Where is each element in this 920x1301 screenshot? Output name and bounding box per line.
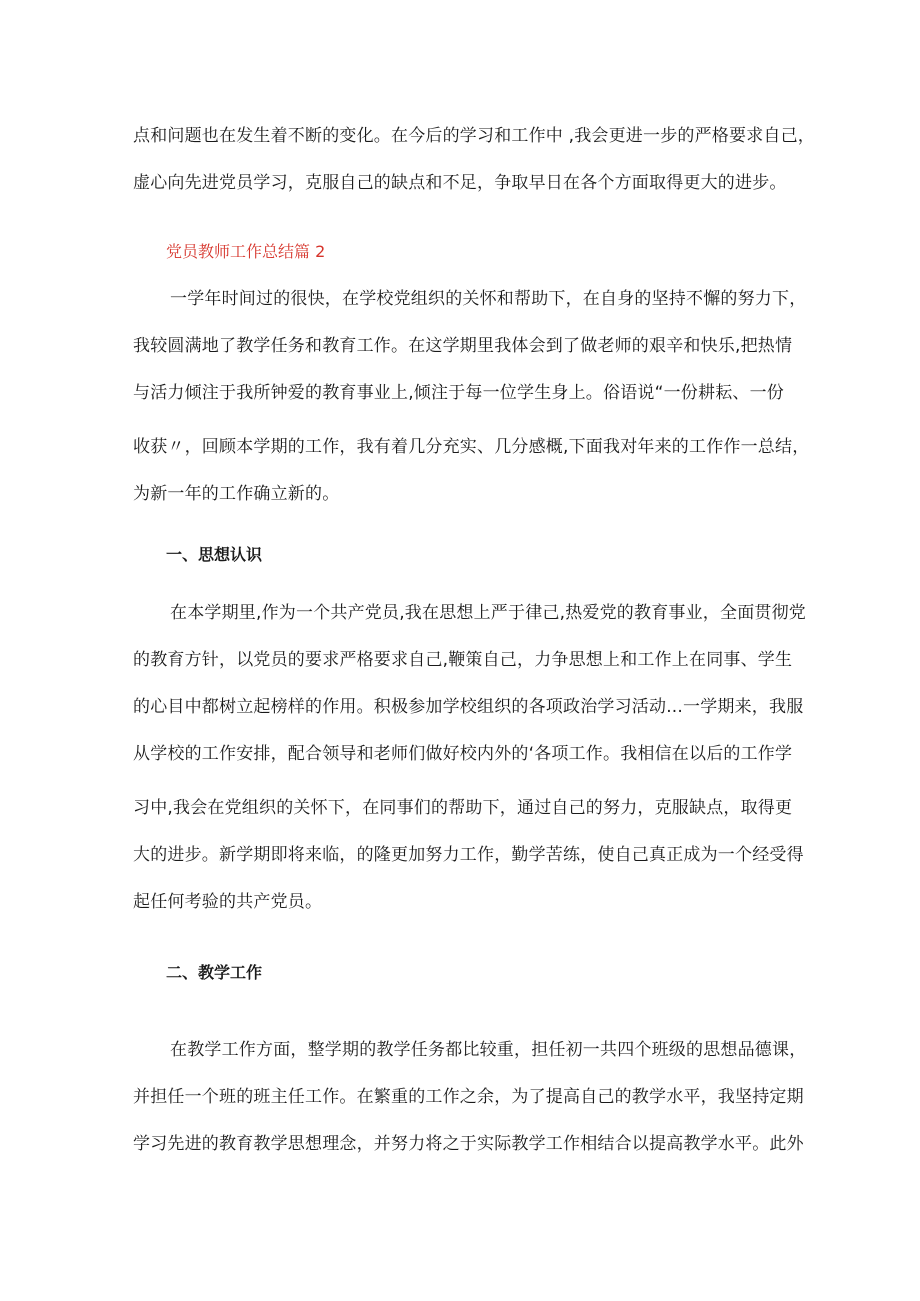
paragraph-line: 与活力倾注于我所钟爱的教育事业上,倾注于每一位学生身上。俗语说“一份耕耘、一份: [133, 383, 785, 403]
paragraph-line: 在教学工作方面，整学期的教学任务都比较重，担任初一共四个班级的思想品德课，: [170, 1040, 807, 1060]
paragraph-line: 一学年时间过的很快，在学校党组织的关怀和帮助下，在自身的坚持不懈的努力下，: [170, 289, 807, 309]
paragraph-line: 并担任一个班的班主任工作。在繁重的工作之余，为了提高自己的教学水平，我坚持定期: [133, 1087, 804, 1107]
paragraph-line: 大的进步。新学期即将来临，的隆更加努力工作，勤学苦练，使自己真正成为一个经受得: [133, 845, 804, 865]
paragraph-line: 为新一年的工作确立新的。: [133, 484, 340, 504]
paragraph-line: 的心目中都树立起榜样的作用。积极参加学校组织的各项政治学习活动...一学期来，我服: [133, 697, 804, 717]
intro-line: 虚心向先进党员学习，克服自己的缺点和不足，争取早日在各个方面取得更大的进步。: [133, 173, 787, 193]
section-title: 党员教师工作总结篇 2: [166, 242, 326, 261]
heading-teaching: 二、教学工作: [166, 963, 263, 982]
heading-thought: 一、思想认识: [166, 545, 263, 564]
paragraph-line: 在本学期里,作为一个共产党员,我在思想上严于律己,热爱党的教育事业，全面贯彻党: [170, 603, 807, 623]
paragraph-line: 的教育方针，以党员的要求严格要求自己,鞭策自己，力争思想上和工作上在同事、学生: [133, 650, 793, 670]
paragraph-line: 我较圆满地了教学任务和教育工作。在这学期里我体会到了做老师的艰辛和快乐,把热情: [133, 336, 793, 356]
paragraph-line: 起任何考验的共产党员。: [133, 892, 323, 912]
intro-line: 点和问题也在发生着不断的变化。在今后的学习和工作中 ,我会更进一步的严格要求自己，: [133, 126, 816, 146]
paragraph-line: 学习先进的教育教学思想理念，并努力将之于实际教学工作相结合以提高教学水平。此外: [133, 1134, 804, 1154]
paragraph-line: 从学校的工作安排，配合领导和老师们做好校内外的‘各项工作。我相信在以后的工作学: [133, 744, 793, 764]
paragraph-line: 收获〃，回顾本学期的工作，我有着几分充实、几分感概,下面我对年来的工作作一总结，: [133, 437, 810, 457]
paragraph-line: 习中,我会在党组织的关怀下，在同事们的帮助下，通过自己的努力，克服缺点，取得更: [133, 798, 793, 818]
